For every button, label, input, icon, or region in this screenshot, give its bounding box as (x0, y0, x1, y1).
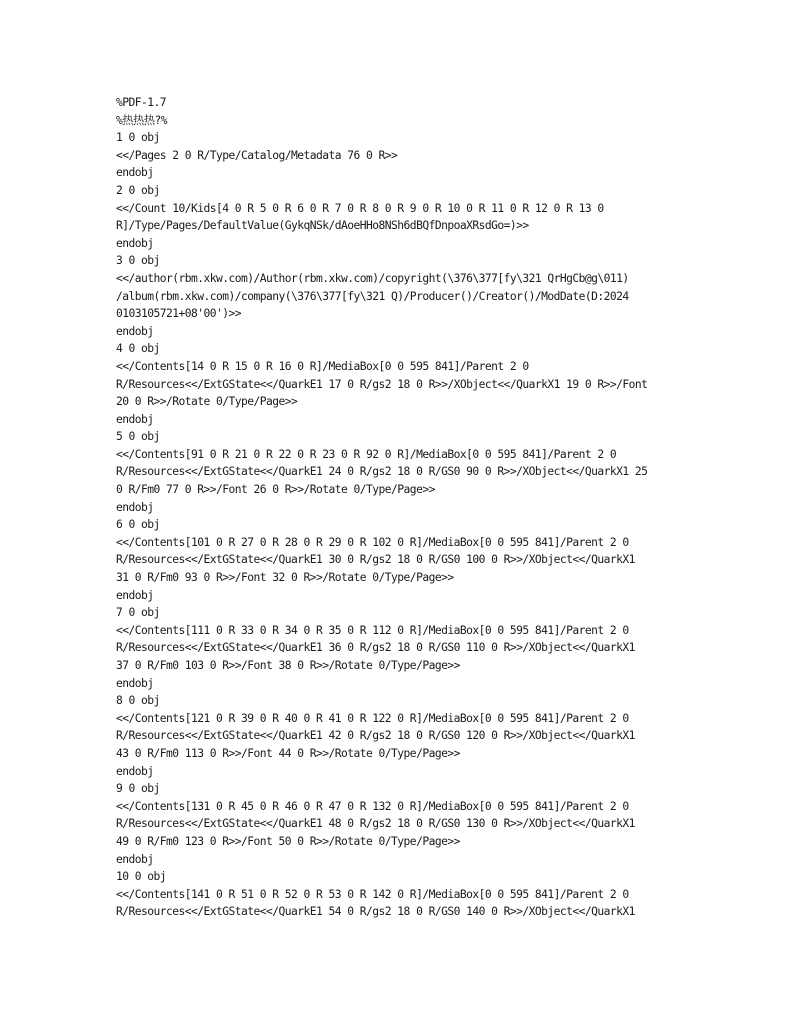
text-line: 43 0 R/Fm0 113 0 R>>/Font 44 0 R>>/Rotate 0/Type/Page>> (116, 746, 460, 760)
text-line: 5 0 obj (116, 430, 160, 444)
text-line: 0103105721+08'00')>> (116, 307, 242, 321)
text-line: 31 0 R/Fm0 93 0 R>>/Font 32 0 R>>/Rotate 0/Type/Page>> (116, 571, 454, 585)
text-line: endobj (116, 764, 154, 778)
text-line: R/Resources<</ExtGState<</QuarkE1 17 0 R/gs2 18 0 R>>/XObject<</QuarkX1 19 0 R>>/Font (116, 377, 648, 391)
text-line: endobj (116, 588, 154, 602)
text-line: 1 0 obj (116, 131, 160, 145)
text-line: <</author(rbm.xkw.com)/Author(rbm.xkw.com)/copyright(\376\377[fy\321 QrHgCb@g\011) (116, 271, 629, 285)
text-line: <</Contents[121 0 R 39 0 R 40 0 R 41 0 R 122 0 R]/MediaBox[0 0 595 841]/Parent 2 0 (116, 711, 629, 725)
text-line: R]/Type/Pages/DefaultValue(GykqNSk/dAoeHHo8NSh6dBQfDnpoaXRsdGo=)>> (116, 219, 529, 233)
text-line: 4 0 obj (116, 342, 160, 356)
text-line: 0 R/Fm0 77 0 R>>/Font 26 0 R>>/Rotate 0/Type/Page>> (116, 483, 435, 497)
text-line: R/Resources<</ExtGState<</QuarkE1 48 0 R/gs2 18 0 R/GS0 130 0 R>>/XObject<</QuarkX1 (116, 817, 635, 831)
text-line: endobj (116, 166, 154, 180)
text-line: <</Contents[91 0 R 21 0 R 22 0 R 23 0 R 92 0 R]/MediaBox[0 0 595 841]/Parent 2 0 (116, 447, 617, 461)
text-line: %PDF-1.7 (116, 96, 167, 109)
text-line: R/Resources<</ExtGState<</QuarkE1 30 0 R/gs2 18 0 R/GS0 100 0 R>>/XObject<</QuarkX1 (116, 553, 635, 567)
text-line: 6 0 obj (116, 518, 160, 532)
text-line: 37 0 R/Fm0 103 0 R>>/Font 38 0 R>>/Rotate 0/Type/Page>> (116, 659, 460, 672)
text-line: R/Resources<</ExtGState<</QuarkE1 24 0 R/gs2 18 0 R/GS0 90 0 R>>/XObject<</QuarkX1 25 (116, 465, 648, 479)
text-line: <</Pages 2 0 R/Type/Catalog/Metadata 76 0 R>> (116, 148, 398, 162)
text-line: R/Resources<</ExtGState<</QuarkE1 36 0 R/gs2 18 0 R/GS0 110 0 R>>/XObject<</QuarkX1 (116, 641, 635, 655)
text-line: 2 0 obj (116, 183, 160, 197)
text-line: <</Contents[14 0 R 15 0 R 16 0 R]/MediaBox[0 0 595 841]/Parent 2 0 (116, 359, 529, 373)
text-line: R/Resources<</ExtGState<</QuarkE1 54 0 R/gs2 18 0 R/GS0 140 0 R>>/XObject<</QuarkX1 (116, 905, 635, 919)
text-line: %热热热?% (116, 113, 167, 127)
text-line: 49 0 R/Fm0 123 0 R>>/Font 50 0 R>>/Rotate 0/Type/Page>> (116, 834, 460, 848)
text-line: 20 0 R>>/Rotate 0/Type/Page>> (116, 395, 298, 409)
text-line: <</Count 10/Kids[4 0 R 5 0 R 6 0 R 7 0 R 8 0 R 9 0 R 10 0 R 11 0 R 12 0 R 13 0 (116, 201, 604, 215)
text-line: endobj (116, 324, 154, 338)
text-line: <</Contents[131 0 R 45 0 R 46 0 R 47 0 R 132 0 R]/MediaBox[0 0 595 841]/Parent 2 0 (116, 799, 629, 813)
text-line: <</Contents[111 0 R 33 0 R 34 0 R 35 0 R 112 0 R]/MediaBox[0 0 595 841]/Parent 2 0 (116, 623, 629, 637)
pdf-source-text (116, 94, 681, 939)
text-line: 8 0 obj (116, 694, 160, 708)
text-line: R/Resources<</ExtGState<</QuarkE1 42 0 R/gs2 18 0 R/GS0 120 0 R>>/XObject<</QuarkX1 (116, 729, 635, 743)
text-line: 7 0 obj (116, 606, 160, 620)
text-line: 10 0 obj (116, 870, 167, 884)
text-line: 9 0 obj (116, 782, 160, 796)
text-line: endobj (116, 412, 154, 426)
text-line: <</Contents[101 0 R 27 0 R 28 0 R 29 0 R 102 0 R]/MediaBox[0 0 595 841]/Parent 2 0 (116, 535, 629, 549)
text-line: endobj (116, 500, 154, 514)
text-line: /album(rbm.xkw.com)/company(\376\377[fy\321 Q)/Producer()/Creator()/ModDate(D:2024 (116, 289, 629, 303)
text-line: endobj (116, 236, 154, 250)
text-line: endobj (116, 852, 154, 866)
text-line (116, 921, 681, 939)
text-line: endobj (116, 676, 154, 690)
text-line: 3 0 obj (116, 254, 160, 268)
text-line: <</Contents[141 0 R 51 0 R 52 0 R 53 0 R 142 0 R]/MediaBox[0 0 595 841]/Parent 2 0 (116, 887, 629, 901)
